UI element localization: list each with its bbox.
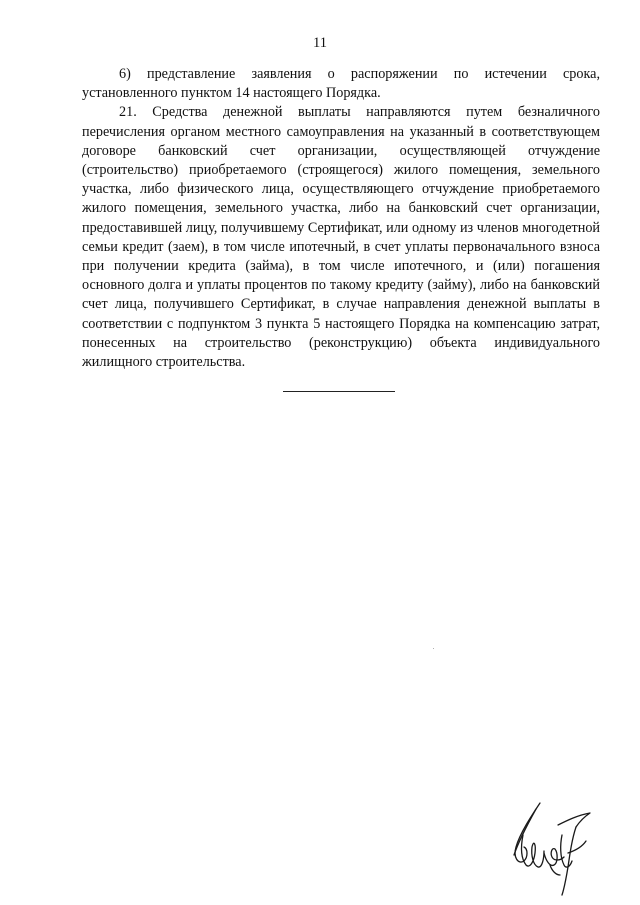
paragraph-item-6: 6) представление заявления о распоряжении по истечении срока, установленного пунктом 14 настоящего Порядка. bbox=[82, 66, 600, 102]
section-divider bbox=[283, 391, 395, 392]
paragraph-clause-21: 21. Средства денежной выплаты направляются путем безналичного перечисления органом местного самоуправления на указанный в соответствующем договоре банковский счет организации, осуществляющей отчуждение (строительство) приобретаемого (строящегося) жилого помещения, земельного участка, либо физического лица, осуществляющего отчуждение приобретаемого жилого помещения, земельного участка, либо на банковский счет организации, предоставившей лицу, получившему Сертификат, или одному из членов многодетной семьи кредит (заем), в том числе ипотечный, в счет уплаты первоначального взноса при получении кредита (займа), в том числе ипотечного, и (или) погашения основного долга и уплаты процентов по такому кредиту (займу), либо на банковский счет лица, получившего Сертификат, в случае направления денежной выплаты в соответствии с подпунктом 3 пункта 5 настоящего Порядка на компенсацию затрат, понесенных на строительство (реконструкцию) объекта индивидуального жилищного строительства. bbox=[82, 104, 600, 371]
handwritten-signature bbox=[506, 795, 596, 900]
document-body bbox=[82, 65, 600, 372]
scan-speck bbox=[433, 648, 434, 649]
page-number: 11 bbox=[313, 35, 327, 51]
